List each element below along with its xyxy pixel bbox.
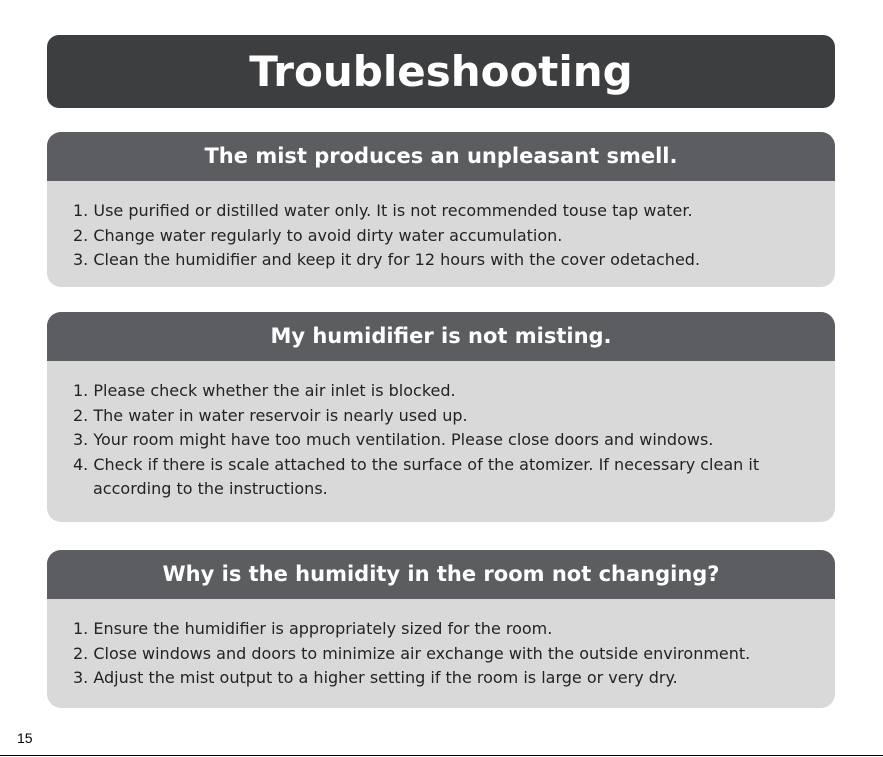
section-unpleasant-smell: [47, 132, 835, 287]
list-item: 3. Clean the humidifier and keep it dry for 12 hours with the cover odetached.: [73, 250, 701, 269]
list-item: 3. Adjust the mist output to a higher setting if the room is large or very dry.: [73, 668, 678, 687]
section-not-misting: [47, 312, 835, 522]
troubleshooting-list: [47, 361, 835, 502]
section-heading: The mist produces an unpleasant smell.: [47, 132, 835, 181]
page-number: 15: [17, 730, 33, 746]
list-item: 2. Close windows and doors to minimize air exchange with the outside environment.: [73, 643, 751, 663]
page-title: Troubleshooting: [47, 35, 835, 108]
list-item: 3. Your room might have too much ventilation. Please close doors and windows.: [73, 430, 714, 449]
section-heading: My humidifier is not misting.: [47, 312, 835, 361]
list-item: 2. Change water regularly to avoid dirty water accumulation.: [73, 225, 563, 245]
footer-divider: [0, 755, 883, 756]
list-item: 2. The water in water reservoir is nearly used up.: [73, 405, 468, 425]
section-heading: Why is the humidity in the room not changing?: [47, 550, 835, 599]
list-item: 1. Use purified or distilled water only. It is not recommended touse tap water.: [73, 201, 693, 220]
section-humidity-not-changing: [47, 550, 835, 708]
list-item: 4. Check if there is scale attached to the surface of the atomizer. If necessary clean it according to the instructions.: [73, 454, 760, 498]
troubleshooting-list: [47, 599, 835, 691]
troubleshooting-list: [47, 181, 835, 273]
list-item: 1. Please check whether the air inlet is blocked.: [73, 381, 456, 400]
list-item: 1. Ensure the humidifier is appropriately sized for the room.: [73, 619, 553, 638]
